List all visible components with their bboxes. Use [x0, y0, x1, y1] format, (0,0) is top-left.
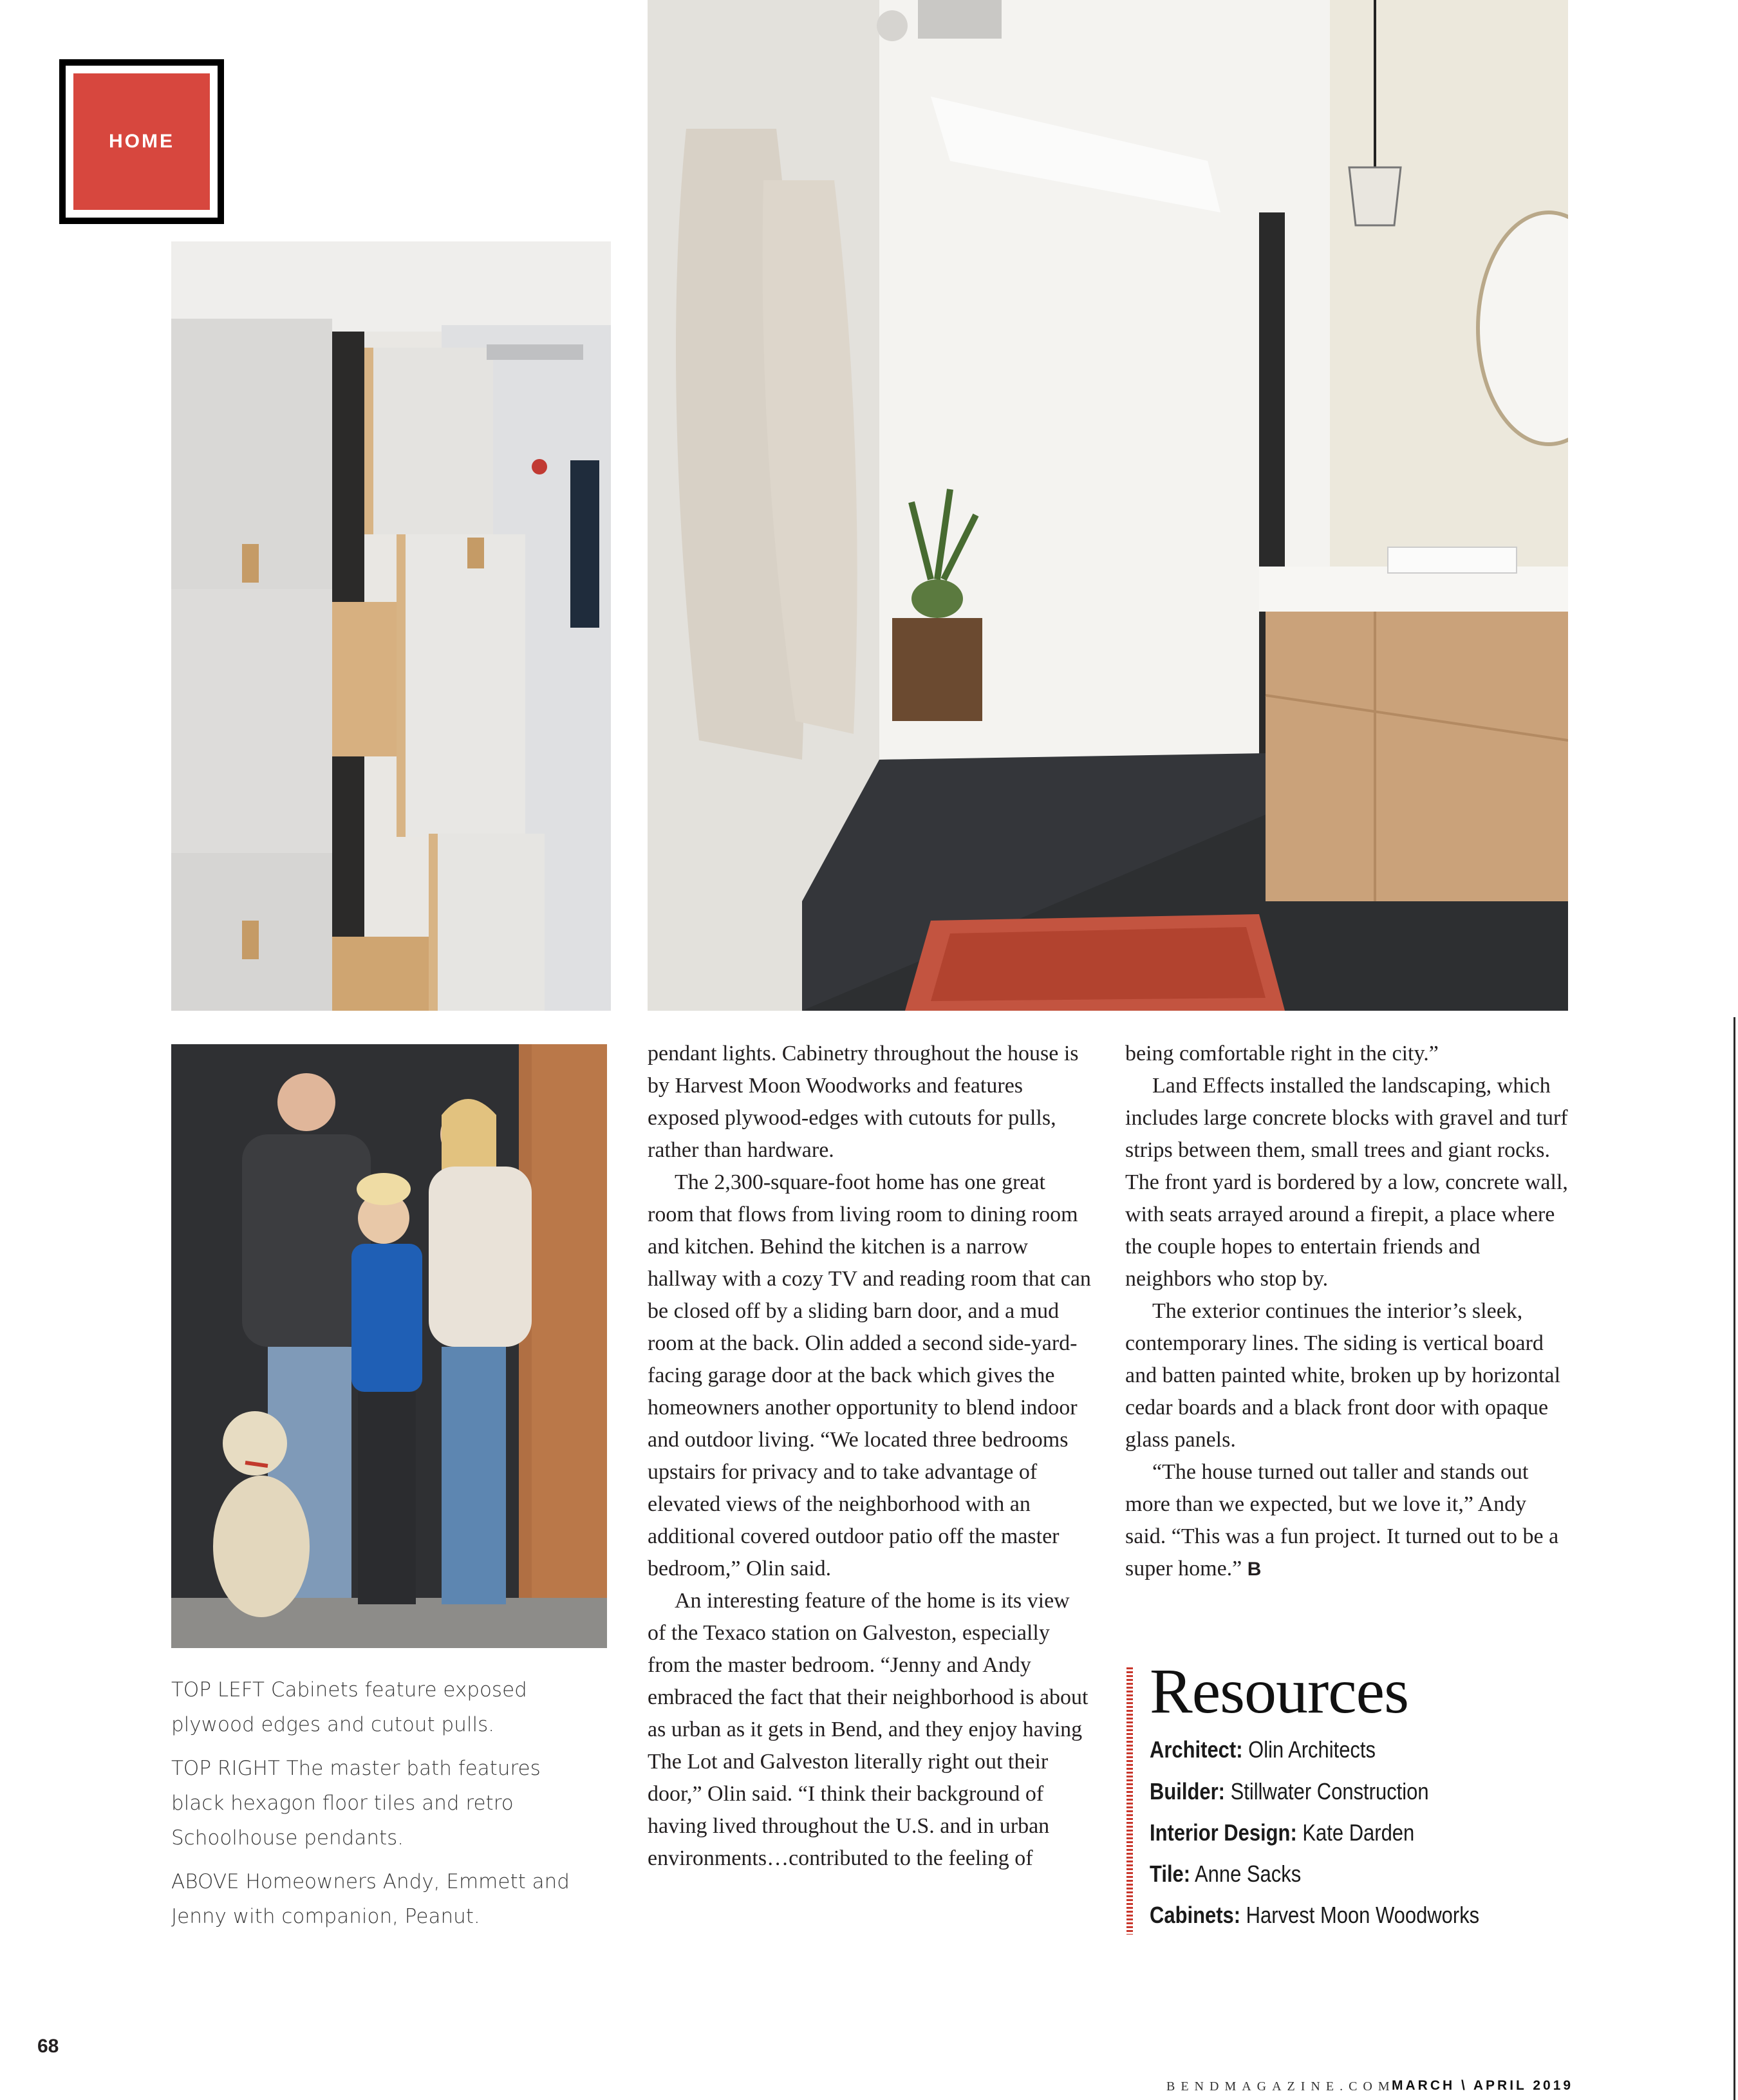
caption-top-left: TOP LEFT Cabinets feature exposed plywood edges and cutout pulls.: [171, 1678, 527, 1736]
photo-captions: [171, 1673, 583, 1943]
resources-accent-bar: [1126, 1667, 1133, 1935]
body-paragraph: being comfortable right in the city.”: [1125, 1042, 1439, 1065]
footer-issue: MARCH \ APRIL 2019: [1392, 2078, 1574, 2093]
resource-item: Tile: Anne Sacks: [1150, 1861, 1302, 1887]
body-column-2: [1125, 1038, 1569, 1586]
page-number: 68: [37, 2036, 59, 2057]
body-paragraph: The 2,300-square-foot home has one great room that flows from living room to dining room and kitchen. Behind the kitchen is a narrow hallway with a cozy TV and reading room that can be closed off by a sliding barn door, and a mud room at the back. Olin added a second side-yard-facing garage door at the back which gives the homeowners another opportunity to blend indoor and outdoor living. “We located three bedrooms upstairs for privacy and to take advantage of elevated views of the neighborhood with an additional covered outdoor patio off the master bedroom,” Olin said.: [648, 1170, 1091, 1580]
section-badge: [59, 59, 224, 224]
body-paragraph: Land Effects installed the landscaping, which includes large concrete blocks with gravel and turf strips between them, small trees and giant rocks. The front yard is bordered by a low, concrete wall, with seats arrayed around a firepit, a place where the couple hopes to entertain friends and neighbors who stop by.: [1125, 1074, 1568, 1291]
footer-site: BENDMAGAZINE.COM: [1166, 2079, 1396, 2094]
caption-top-right: TOP RIGHT The master bath features black hexagon floor tiles and retro Schoolhouse pendants.: [171, 1757, 541, 1850]
resource-item: Builder: Stillwater Construction: [1150, 1778, 1429, 1805]
homeowners-photo: [171, 1044, 607, 1648]
cabinets-photo: [171, 241, 611, 1011]
body-column-1: [648, 1038, 1092, 1875]
resources-title: Resources: [1150, 1655, 1408, 1727]
resource-item: Architect: Olin Architects: [1150, 1736, 1376, 1763]
master-bath-photo: [648, 0, 1568, 1011]
body-paragraph: pendant lights. Cabinetry throughout the house is by Harvest Moon Woodworks and features exposed plywood-edges with cutouts for pulls, rather than hardware.: [648, 1042, 1079, 1162]
end-mark: B: [1247, 1559, 1262, 1580]
resource-item: Interior Design: Kate Darden: [1150, 1819, 1415, 1846]
resource-item: Cabinets: Harvest Moon Woodworks: [1150, 1902, 1480, 1928]
page-edge-rule: [1733, 1017, 1735, 2100]
caption-above: ABOVE Homeowners Andy, Emmett and Jenny with companion, Peanut.: [171, 1870, 570, 1928]
body-paragraph: The exterior continues the interior’s sleek, contemporary lines. The siding is vertical board and batten painted white, broken up by horizontal cedar boards and a black front door with opaque glass panels.: [1125, 1299, 1561, 1452]
body-paragraph: “The house turned out taller and stands out more than we expected, but we love it,” Andy said. “This was a fun project. It turned out to be a super home.” B: [1125, 1460, 1559, 1580]
section-badge-label: HOME: [109, 131, 174, 152]
body-paragraph: An interesting feature of the home is its view of the Texaco station on Galveston, especially from the master bedroom. “Jenny and Andy embraced the fact that their neighborhood is about as urban as it gets in Bend, and they enjoy having The Lot and Galveston literally right out their door,” Olin said. “I think their background of having lived throughout the U.S. and in urban environments…contributed to the feeling of: [648, 1589, 1089, 1870]
